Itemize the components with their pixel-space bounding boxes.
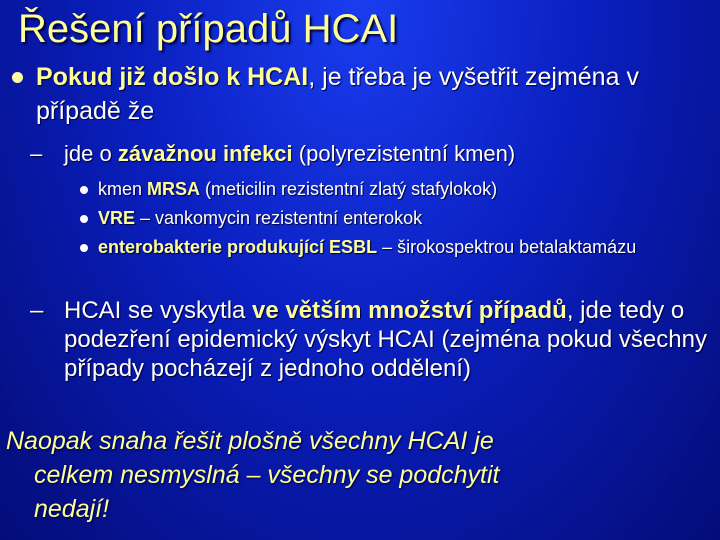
sub-bullet-severe <box>30 140 710 168</box>
bullet-main-rest: , je třeba je vyšetřit zejména v případě že <box>36 63 639 125</box>
sub-bullet-outbreak-highlight: ve větším množství případů <box>252 297 567 324</box>
list-item-vre <box>78 206 698 231</box>
bullet-main-text <box>8 60 708 128</box>
list-item-rest: – širokospektrou betalaktamázu <box>377 237 637 257</box>
list-item-highlight: MRSA <box>147 179 201 199</box>
list-item-rest: – vankomycin rezistentní enterokok <box>135 208 423 228</box>
dash-icon: – <box>30 141 43 166</box>
conclusion-line-1: Naopak snaha řešit plošně všechny HCAI je <box>6 427 494 455</box>
sub-bullet-outbreak <box>30 296 710 383</box>
sub-bullet-severe-prefix: jde o <box>64 141 118 166</box>
list-item-mrsa <box>78 177 698 202</box>
conclusion-text <box>6 424 706 526</box>
sub-bullet-severe-highlight: závažnou infekci <box>117 141 293 166</box>
conclusion-line-2: celkem nesmyslná – všechny se podchytit <box>34 461 500 489</box>
list-item-esbl <box>78 235 698 260</box>
bullet-dot-icon <box>12 72 23 83</box>
dash-icon: – <box>30 297 44 324</box>
bullet-dot-icon <box>80 215 88 223</box>
conclusion-line-3: nedají! <box>34 495 110 523</box>
list-item-prefix: kmen <box>98 179 148 199</box>
sub-bullet-outbreak-prefix: HCAI se vyskytla <box>64 297 253 324</box>
sub-bullet-severe-rest: (polyrezistentní kmen) <box>292 141 516 166</box>
bullet-main-highlight: Pokud již došlo k HCAI <box>36 63 309 91</box>
sub-bullet-outbreak-rest: , jde tedy o podezření epidemický výskyt HCAI (zejména pokud všechny případy pocházejí z jednoho oddělení) <box>64 297 707 382</box>
bullet-dot-icon <box>80 186 88 194</box>
bullet-dot-icon <box>80 244 88 252</box>
slide-title: Řešení případů HCAI <box>18 7 399 51</box>
list-item-highlight: VRE <box>98 208 136 228</box>
list-item-highlight: enterobakterie produkující ESBL <box>98 237 378 257</box>
bullet-main <box>8 60 708 128</box>
list-item-rest: (meticilin rezistentní zlatý stafylokok) <box>200 179 498 199</box>
